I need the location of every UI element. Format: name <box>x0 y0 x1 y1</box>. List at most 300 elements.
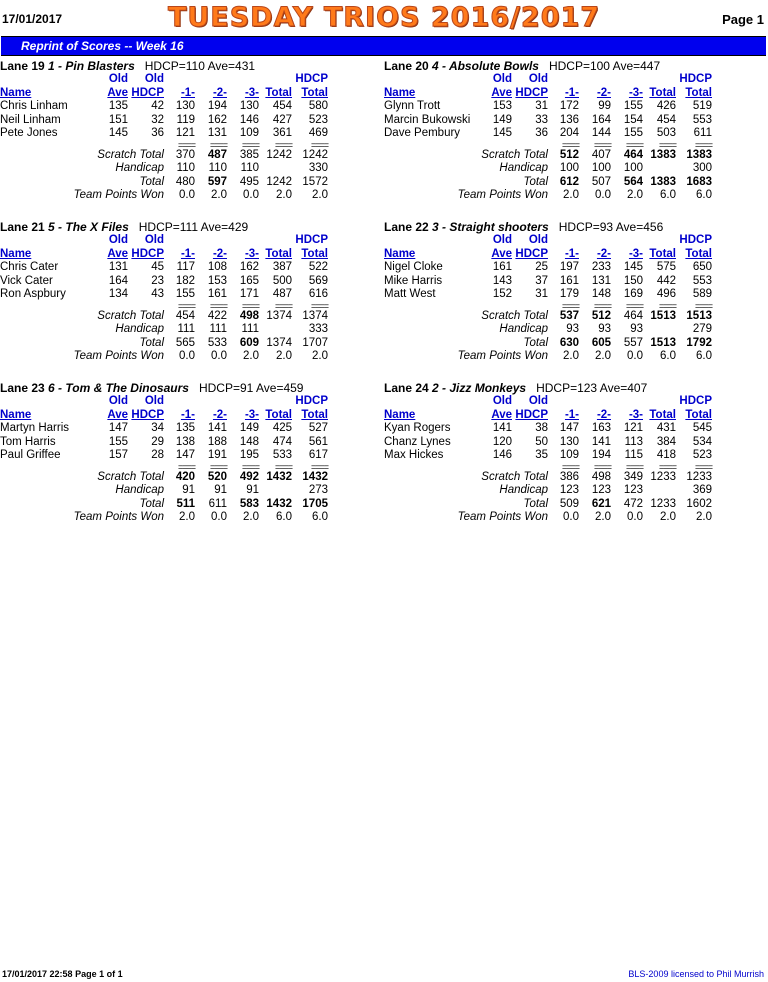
team-meta: HDCP=91 Ave=459 <box>198 381 304 395</box>
player-g3: 195 <box>239 449 259 461</box>
total-total: 1513 <box>650 336 676 349</box>
table-row <box>0 436 328 450</box>
separator: ==== <box>241 139 259 150</box>
handicap-g1: 100 <box>559 162 579 174</box>
player-name: Vick Cater <box>0 274 53 287</box>
handicap-row <box>0 162 328 176</box>
header-row <box>384 87 712 101</box>
scratch-row <box>384 310 712 324</box>
player-g2: 188 <box>207 435 227 448</box>
handicap-label: Handicap <box>499 484 548 496</box>
ave-column-header: Ave <box>107 247 128 260</box>
player-ave: 131 <box>108 261 128 273</box>
scratch-g3: 349 <box>623 470 643 483</box>
team-name: 6 - Tom & The Dinosaurs <box>48 381 189 395</box>
player-g1: 135 <box>175 422 195 434</box>
table-row <box>384 100 712 114</box>
player-htotal: 611 <box>693 127 712 139</box>
scratch-g1: 537 <box>559 309 579 322</box>
team-meta: HDCP=100 Ave=447 <box>548 59 661 73</box>
g3-column-header: -3- <box>628 247 643 260</box>
player-g2: 163 <box>591 422 611 434</box>
player-g2: 164 <box>591 113 611 126</box>
old-ave-header: Old <box>492 234 512 246</box>
scratch-g3: 498 <box>239 309 259 322</box>
scratch-row <box>0 149 328 163</box>
player-htotal: 545 <box>692 422 712 434</box>
player-g2: 108 <box>207 261 227 273</box>
player-hdcp: 34 <box>151 422 164 434</box>
player-total: 454 <box>272 100 292 112</box>
g3-column-header: -3- <box>244 408 259 421</box>
header-row <box>0 87 328 101</box>
total-label: Total <box>523 497 548 510</box>
name-header: Name <box>384 86 416 99</box>
handicap-htotal: 333 <box>308 323 328 335</box>
points-label: Team Points Won <box>73 350 164 362</box>
player-name: Neil Linham <box>0 113 61 126</box>
player-total: 487 <box>272 288 292 300</box>
separator: ==== <box>593 139 611 150</box>
hdcp-column-header: HDCP <box>515 247 548 260</box>
separator: ==== <box>658 139 676 150</box>
hdcp-total-header: HDCP <box>295 73 328 85</box>
team-name: 1 - Pin Blasters <box>48 59 135 73</box>
lane-title <box>384 59 660 73</box>
player-htotal: 589 <box>692 288 712 300</box>
player-hdcp: 31 <box>535 100 548 112</box>
lane-title <box>0 59 255 73</box>
scratch-total: 1513 <box>650 309 676 322</box>
total-g1: 565 <box>175 336 195 349</box>
score-table <box>384 395 712 525</box>
separator: ==== <box>310 300 328 311</box>
points-g3: 0.0 <box>627 350 643 362</box>
handicap-g2: 100 <box>591 162 611 174</box>
handicap-g2: 123 <box>591 484 611 496</box>
player-name: Glynn Trott <box>384 100 441 112</box>
score-table <box>384 234 712 364</box>
hdcp-total-header: HDCP <box>679 73 712 85</box>
table-row <box>0 422 328 436</box>
separator: ==== <box>241 300 259 311</box>
handicap-row <box>384 162 712 176</box>
handicap-total <box>259 162 292 176</box>
player-hdcp: 32 <box>151 113 164 126</box>
lane-number: Lane 22 <box>384 220 429 234</box>
points-g1: 2.0 <box>179 511 195 523</box>
player-g1: 117 <box>176 261 195 273</box>
player-hdcp: 28 <box>151 449 164 461</box>
points-htotal: 2.0 <box>696 511 712 523</box>
week-banner <box>1 36 766 56</box>
scratch-g1: 420 <box>175 470 195 483</box>
hdcp_total-column-header: Total <box>301 86 328 99</box>
player-g3: 149 <box>239 422 259 434</box>
total-total: 1233 <box>650 497 676 510</box>
player-total: 454 <box>656 113 676 126</box>
total-htotal: 1602 <box>686 497 712 510</box>
points-g3: 2.0 <box>243 350 259 362</box>
separator: ==== <box>658 461 676 472</box>
player-g2: 141 <box>207 422 227 434</box>
player-total: 384 <box>656 435 676 448</box>
total-total: 1383 <box>650 175 676 188</box>
handicap-g1: 91 <box>182 484 195 496</box>
player-total: 427 <box>272 113 292 126</box>
ave-column-header: Ave <box>107 86 128 99</box>
table-row <box>384 449 712 463</box>
scratch-htotal: 1233 <box>686 470 712 483</box>
separator: ==== <box>625 461 643 472</box>
lane-number: Lane 24 <box>384 381 429 395</box>
points-g2: 0.0 <box>595 189 611 201</box>
player-g2: 144 <box>591 127 611 139</box>
separator: ==== <box>625 139 643 150</box>
player-ave: 135 <box>108 100 128 112</box>
player-g1: 138 <box>175 435 195 448</box>
player-g1: 155 <box>175 288 195 300</box>
handicap-label: Handicap <box>115 162 164 174</box>
footer-timestamp: 17/01/2017 22:58 Page 1 of 1 <box>2 969 123 979</box>
lane-number: Lane 19 <box>0 59 45 73</box>
points-g3: 0.0 <box>627 511 643 523</box>
player-total: 426 <box>656 100 676 112</box>
points-g3: 2.0 <box>627 189 643 201</box>
player-ave: 120 <box>492 435 512 448</box>
handicap-g3: 100 <box>623 162 643 174</box>
handicap-total <box>259 484 292 498</box>
hdcp-column-header: HDCP <box>131 408 164 421</box>
old-ave-header: Old <box>108 395 128 407</box>
points-g1: 0.0 <box>179 189 195 201</box>
player-ave: 145 <box>108 127 128 139</box>
total-htotal: 1572 <box>302 175 328 188</box>
player-hdcp: 50 <box>535 435 548 448</box>
scratch-total: 1233 <box>650 470 676 483</box>
player-g1: 147 <box>559 422 579 434</box>
header-row-top <box>0 395 328 409</box>
total-g2: 507 <box>591 175 611 188</box>
player-g2: 153 <box>207 274 227 287</box>
scratch-htotal: 1513 <box>686 309 712 322</box>
header-row-top <box>0 73 328 87</box>
hdcp-total-header: HDCP <box>679 234 712 246</box>
hdcp-total-header: HDCP <box>295 395 328 407</box>
scratch-g3: 385 <box>239 148 259 161</box>
player-ave: 155 <box>108 435 128 448</box>
player-ave: 146 <box>492 449 512 461</box>
total-label: Total <box>139 336 164 349</box>
player-hdcp: 42 <box>151 100 164 112</box>
player-name: Kyan Rogers <box>384 422 451 434</box>
handicap-row <box>384 323 712 337</box>
total-g2: 611 <box>208 497 227 510</box>
team-name: 5 - The X Files <box>48 220 129 234</box>
old-hdcp-header: Old <box>528 73 548 85</box>
total-g2: 533 <box>207 336 227 349</box>
name-header: Name <box>384 247 416 260</box>
player-name: Paul Griffee <box>0 449 61 461</box>
total-g3: 557 <box>623 336 643 349</box>
points-total: 6.0 <box>660 350 676 362</box>
points-row <box>0 350 328 364</box>
lane-number: Lane 23 <box>0 381 45 395</box>
player-name: Max Hickes <box>384 449 444 461</box>
points-row <box>0 511 328 525</box>
scratch-g2: 422 <box>207 309 227 322</box>
scratch-label: Scratch Total <box>481 470 548 483</box>
player-total: 503 <box>656 127 676 139</box>
hdcp-column-header: HDCP <box>131 86 164 99</box>
points-total: 6.0 <box>276 511 292 523</box>
total-htotal: 1792 <box>686 336 712 349</box>
player-htotal: 650 <box>692 261 712 273</box>
player-ave: 157 <box>108 449 128 461</box>
player-total: 500 <box>272 274 292 287</box>
table-row <box>0 127 328 141</box>
scratch-g1: 386 <box>559 470 579 483</box>
handicap-g1: 123 <box>559 484 579 496</box>
g3-column-header: -3- <box>628 86 643 99</box>
player-total: 418 <box>656 449 676 461</box>
player-ave: 143 <box>492 274 512 287</box>
total-g2: 597 <box>207 175 227 188</box>
player-g3: 148 <box>239 435 259 448</box>
player-htotal: 534 <box>692 435 712 448</box>
handicap-total <box>643 162 676 176</box>
ave-column-header: Ave <box>107 408 128 421</box>
handicap-htotal: 273 <box>308 484 328 496</box>
player-g1: 130 <box>175 100 195 112</box>
total-g3: 472 <box>623 497 643 510</box>
header-row <box>384 409 712 423</box>
handicap-htotal: 369 <box>692 484 712 496</box>
score-table <box>384 73 712 203</box>
team-name: 3 - Straight shooters <box>432 220 549 234</box>
scratch-label: Scratch Total <box>481 309 548 322</box>
footer-license: BLS-2009 licensed to Phil Murrish <box>628 969 764 979</box>
player-name: Martyn Harris <box>0 422 70 434</box>
name-header: Name <box>0 86 32 99</box>
old-hdcp-header: Old <box>528 395 548 407</box>
player-g1: 179 <box>559 288 579 300</box>
lane-title <box>384 381 647 395</box>
separator: ==== <box>561 139 579 150</box>
player-g1: 147 <box>175 449 195 461</box>
player-ave: 151 <box>108 113 128 126</box>
player-htotal: 469 <box>308 127 328 139</box>
player-g1: 119 <box>176 113 195 126</box>
player-hdcp: 36 <box>535 127 548 139</box>
player-g3: 130 <box>239 100 259 112</box>
scratch-htotal: 1432 <box>302 470 328 483</box>
ave-column-header: Ave <box>491 247 512 260</box>
player-g2: 131 <box>591 274 611 287</box>
table-row <box>384 288 712 302</box>
player-name: Matt West <box>384 288 436 300</box>
total-g1: 509 <box>559 497 579 510</box>
points-total: 2.0 <box>276 189 292 201</box>
player-total: 442 <box>656 274 676 287</box>
hdcp_total-column-header: Total <box>685 408 712 421</box>
player-g3: 145 <box>623 261 643 273</box>
table-row <box>0 100 328 114</box>
scratch-row <box>0 310 328 324</box>
separator-row <box>384 141 712 149</box>
score-table <box>0 234 328 364</box>
player-total: 431 <box>656 422 676 434</box>
scratch-row <box>384 149 712 163</box>
scratch-g2: 520 <box>207 470 227 483</box>
handicap-g2: 91 <box>214 484 227 496</box>
scratch-label: Scratch Total <box>481 148 548 161</box>
scratch-htotal: 1383 <box>686 148 712 161</box>
player-name: Chanz Lynes <box>384 435 451 448</box>
handicap-label: Handicap <box>499 323 548 335</box>
handicap-row <box>0 484 328 498</box>
separator: ==== <box>310 461 328 472</box>
points-row <box>0 189 328 203</box>
scratch-row <box>384 471 712 485</box>
g1-column-header: -1- <box>180 86 195 99</box>
separator: ==== <box>658 300 676 311</box>
player-ave: 147 <box>108 422 128 434</box>
table-row <box>384 261 712 275</box>
scratch-g1: 454 <box>175 309 195 322</box>
total-total: 1242 <box>266 175 292 188</box>
name-header: Name <box>0 408 32 421</box>
player-ave: 134 <box>108 288 128 300</box>
player-hdcp: 25 <box>535 261 548 273</box>
points-htotal: 6.0 <box>696 350 712 362</box>
player-hdcp: 45 <box>151 261 164 273</box>
player-g3: 113 <box>624 435 643 448</box>
points-total: 6.0 <box>660 189 676 201</box>
separator: ==== <box>177 139 195 150</box>
points-g3: 2.0 <box>243 511 259 523</box>
player-g3: 121 <box>623 422 643 434</box>
team-meta: HDCP=93 Ave=456 <box>558 220 664 234</box>
player-g3: 154 <box>623 113 643 126</box>
handicap-row <box>0 323 328 337</box>
player-name: Nigel Cloke <box>384 261 443 273</box>
scratch-g2: 407 <box>591 148 611 161</box>
player-g1: 172 <box>559 100 579 112</box>
separator-row <box>384 302 712 310</box>
scratch-g1: 512 <box>559 148 579 161</box>
player-g1: 109 <box>559 449 579 461</box>
handicap-total <box>643 323 676 337</box>
separator: ==== <box>561 461 579 472</box>
old-ave-header: Old <box>492 73 512 85</box>
points-htotal: 2.0 <box>312 350 328 362</box>
old-hdcp-header: Old <box>144 395 164 407</box>
player-htotal: 617 <box>308 449 328 461</box>
handicap-g1: 93 <box>566 323 579 335</box>
player-g2: 162 <box>207 113 227 126</box>
old-hdcp-header: Old <box>144 73 164 85</box>
handicap-g2: 111 <box>209 323 227 335</box>
points-g2: 2.0 <box>211 189 227 201</box>
lane-title <box>384 220 663 234</box>
header-row-top <box>384 395 712 409</box>
hdcp_total-column-header: Total <box>685 247 712 260</box>
points-label: Team Points Won <box>73 189 164 201</box>
handicap-g3: 93 <box>630 323 643 335</box>
points-g1: 0.0 <box>179 350 195 362</box>
player-name: Mike Harris <box>384 274 443 287</box>
player-g3: 165 <box>239 274 259 287</box>
player-g3: 115 <box>624 449 643 461</box>
total-column-header: Total <box>265 86 292 99</box>
table-row <box>384 436 712 450</box>
name-header: Name <box>0 247 32 260</box>
points-g2: 0.0 <box>211 511 227 523</box>
player-name: Dave Pembury <box>384 127 461 139</box>
player-ave: 153 <box>492 100 512 112</box>
page-number: Page 1 <box>722 12 764 27</box>
total-column-header: Total <box>649 247 676 260</box>
scratch-total: 1374 <box>266 309 292 322</box>
points-g2: 2.0 <box>595 511 611 523</box>
scratch-g2: 512 <box>591 309 611 322</box>
scratch-label: Scratch Total <box>97 148 164 161</box>
g3-column-header: -3- <box>244 247 259 260</box>
points-htotal: 6.0 <box>696 189 712 201</box>
total-label: Total <box>523 175 548 188</box>
table-row <box>384 422 712 436</box>
banner-text: Reprint of Scores -- Week 16 <box>21 39 184 53</box>
points-row <box>384 189 712 203</box>
hdcp-column-header: HDCP <box>515 408 548 421</box>
old-ave-header: Old <box>492 395 512 407</box>
scratch-total: 1432 <box>266 470 292 483</box>
scratch-label: Scratch Total <box>97 309 164 322</box>
total-htotal: 1707 <box>302 336 328 349</box>
handicap-total <box>643 484 676 498</box>
player-hdcp: 37 <box>535 274 548 287</box>
table-row <box>384 127 712 141</box>
player-name: Chris Linham <box>0 100 68 112</box>
scratch-g2: 498 <box>591 470 611 483</box>
scratch-g2: 487 <box>207 148 227 161</box>
hdcp-total-header: HDCP <box>679 395 712 407</box>
total-htotal: 1683 <box>686 175 712 188</box>
separator: ==== <box>274 139 292 150</box>
lane-number: Lane 21 <box>0 220 45 234</box>
handicap-htotal: 330 <box>308 162 328 174</box>
separator: ==== <box>274 461 292 472</box>
header-row-top <box>384 234 712 248</box>
handicap-g3: 110 <box>240 162 259 174</box>
player-htotal: 553 <box>692 274 712 287</box>
score-table <box>0 73 328 203</box>
total-g1: 630 <box>559 336 579 349</box>
total-g3: 609 <box>239 336 259 349</box>
total-label: Total <box>139 497 164 510</box>
header-row <box>0 248 328 262</box>
points-total: 2.0 <box>660 511 676 523</box>
old-hdcp-header: Old <box>528 234 548 246</box>
handicap-label: Handicap <box>115 323 164 335</box>
scratch-g3: 464 <box>623 309 643 322</box>
player-htotal: 553 <box>692 113 712 126</box>
player-name: Marcin Bukowski <box>384 113 471 126</box>
player-g2: 161 <box>207 288 227 300</box>
player-htotal: 561 <box>308 435 328 448</box>
g3-column-header: -3- <box>244 86 259 99</box>
